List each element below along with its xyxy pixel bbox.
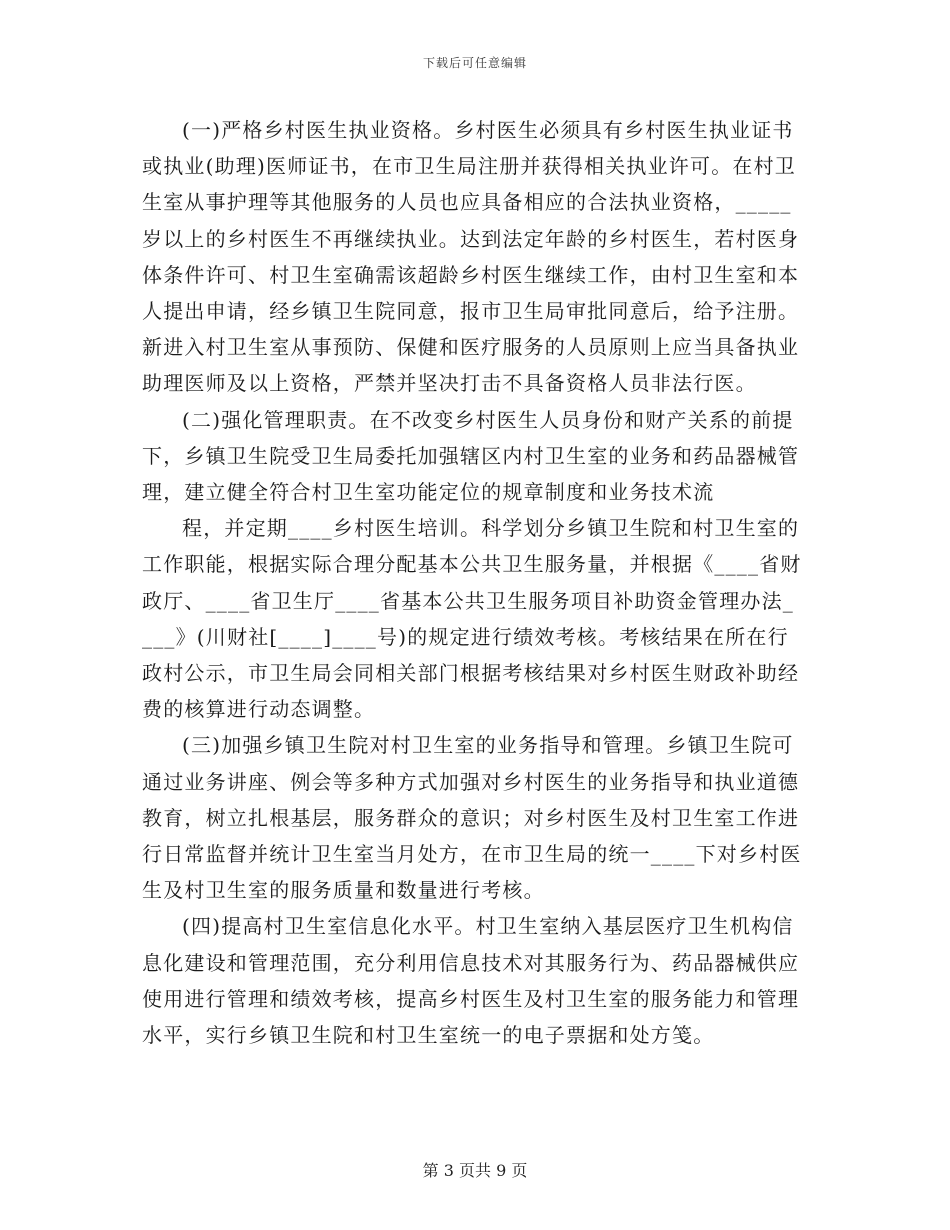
page-header: 下载后可任意编辑 xyxy=(422,56,527,70)
paragraph-3-training-assessment: 程，并定期____乡村医生培训。科学划分乡镇卫生院和村卫生室的工作职能，根据实际合理分配基本公共卫生服务量，并根据《____省财政厅、____省卫生厅____省基本公共卫生服务项目补助资金管理办法____》(川财社[____]____号)的规定进行绩效考核。考核结果在所在行政村公示，市卫生局会同相关部门根据考核结果对乡村医生财政补助经费的核算进行动态调整。 xyxy=(142,516,802,722)
page-number-footer: 第 3 页共 9 页 xyxy=(422,1161,528,1180)
document-body xyxy=(142,112,802,1053)
paragraph-1-qualification: (一)严格乡村医生执业资格。乡村医生必须具有乡村医生执业证书或执业(助理)医师证书，在市卫生局注册并获得相关执业许可。在村卫生室从事护理等其他服务的人员也应具备相应的合法执业资格，_____岁以上的乡村医生不再继续执业。达到法定年龄的乡村医生，若村医身体条件许可、村卫生室确需该超龄乡村医生继续工作，由村卫生室和本人提出申请，经乡镇卫生院同意，报市卫生局审批同意后，给予注册。新进入村卫生室从事预防、保健和医疗服务的人员原则上应当具备执业助理医师及以上资格，严禁并坚决打击不具备资格人员非法行医。 xyxy=(142,118,800,396)
paragraph-4-guidance: (三)加强乡镇卫生院对村卫生室的业务指导和管理。乡镇卫生院可通过业务讲座、例会等多种方式加强对乡村医生的业务指导和执业道德教育，树立扎根基层，服务群众的意识；对乡村医生及村卫生室工作进行日常监督并统计卫生室当月处方，在市卫生局的统一____下对乡村医生及村卫生室的服务质量和数量进行考核。 xyxy=(142,733,802,903)
paragraph-5-informatization: (四)提高村卫生室信息化水平。村卫生室纳入基层医疗卫生机构信息化建设和管理范围，充分利用信息技术对其服务行为、药品器械供应使用进行管理和绩效考核，提高乡村医生及村卫生室的服务能力和管理水平，实行乡镇卫生院和村卫生室统一的电子票据和处方笺。 xyxy=(142,914,800,1048)
paragraph-2-management-duty: (二)强化管理职责。在不改变乡村医生人员身份和财产关系的前提下，乡镇卫生院受卫生局委托加强辖区内村卫生室的业务和药品器械管理，建立健全符合村卫生室功能定位的规章制度和业务技术流 xyxy=(142,407,800,505)
